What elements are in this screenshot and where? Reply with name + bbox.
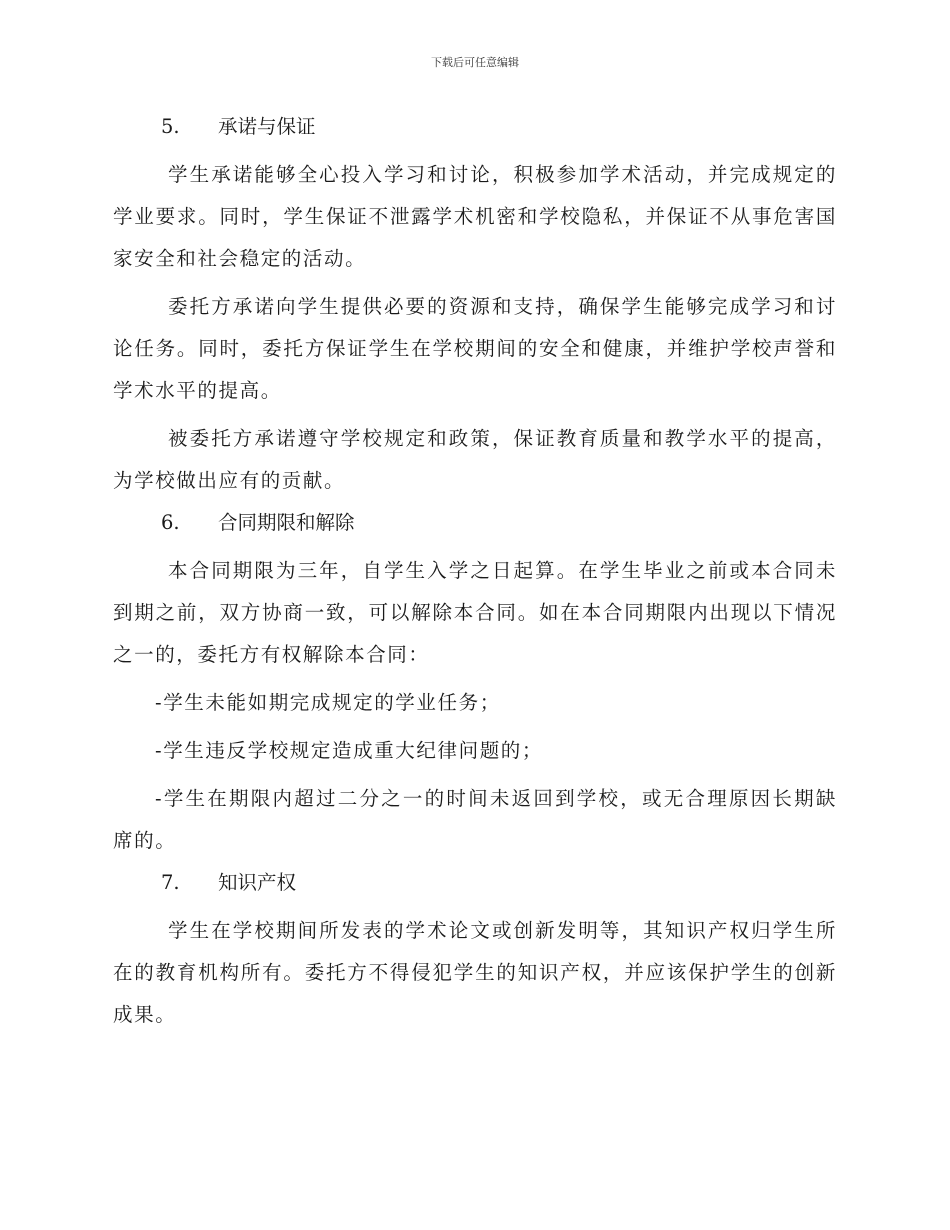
section-heading — [113, 112, 837, 142]
section-heading — [113, 868, 837, 898]
list-item: -学生违反学校规定造成重大纪律问题的； — [155, 739, 543, 762]
paragraph: 学生承诺能够全心投入学习和讨论，积极参加学术活动，并完成规定的学业要求。同时，学生保证不泄露学术机密和学校隐私，并保证不从事危害国家安全和社会稳定的活动。 — [113, 163, 837, 270]
section-heading — [113, 508, 837, 538]
paragraph: 被委托方承诺遵守学校规定和政策，保证教育质量和教学水平的提高，为学校做出应有的贡献。 — [113, 427, 837, 492]
page-header: 下载后可任意编辑 — [431, 56, 519, 69]
section-title: 合同期限和解除 — [218, 511, 355, 534]
section-number: 6. — [161, 511, 180, 534]
list-item: -学生未能如期完成规定的学业任务； — [155, 691, 501, 714]
section-number: 7. — [161, 871, 180, 894]
section-title: 知识产权 — [218, 871, 297, 894]
list-item: -学生在期限内超过二分之一的时间未返回到学校，或无合理原因长期缺席的。 — [113, 787, 837, 852]
paragraph: 委托方承诺向学生提供必要的资源和支持，确保学生能够完成学习和讨论任务。同时，委托方保证学生在学校期间的安全和健康，并维护学校声誉和学术水平的提高。 — [113, 295, 837, 402]
section-title: 承诺与保证 — [218, 115, 316, 138]
section-number: 5. — [161, 115, 180, 138]
document-body — [113, 112, 837, 1042]
paragraph: 学生在学校期间所发表的学术论文或创新发明等，其知识产权归学生所在的教育机构所有。委托方不得侵犯学生的知识产权，并应该保护学生的创新成果。 — [113, 919, 837, 1026]
paragraph: 本合同期限为三年，自学生入学之日起算。在学生毕业之前或本合同未到期之前，双方协商一致，可以解除本合同。如在本合同期限内出现以下情况之一的，委托方有权解除本合同： — [113, 559, 837, 666]
